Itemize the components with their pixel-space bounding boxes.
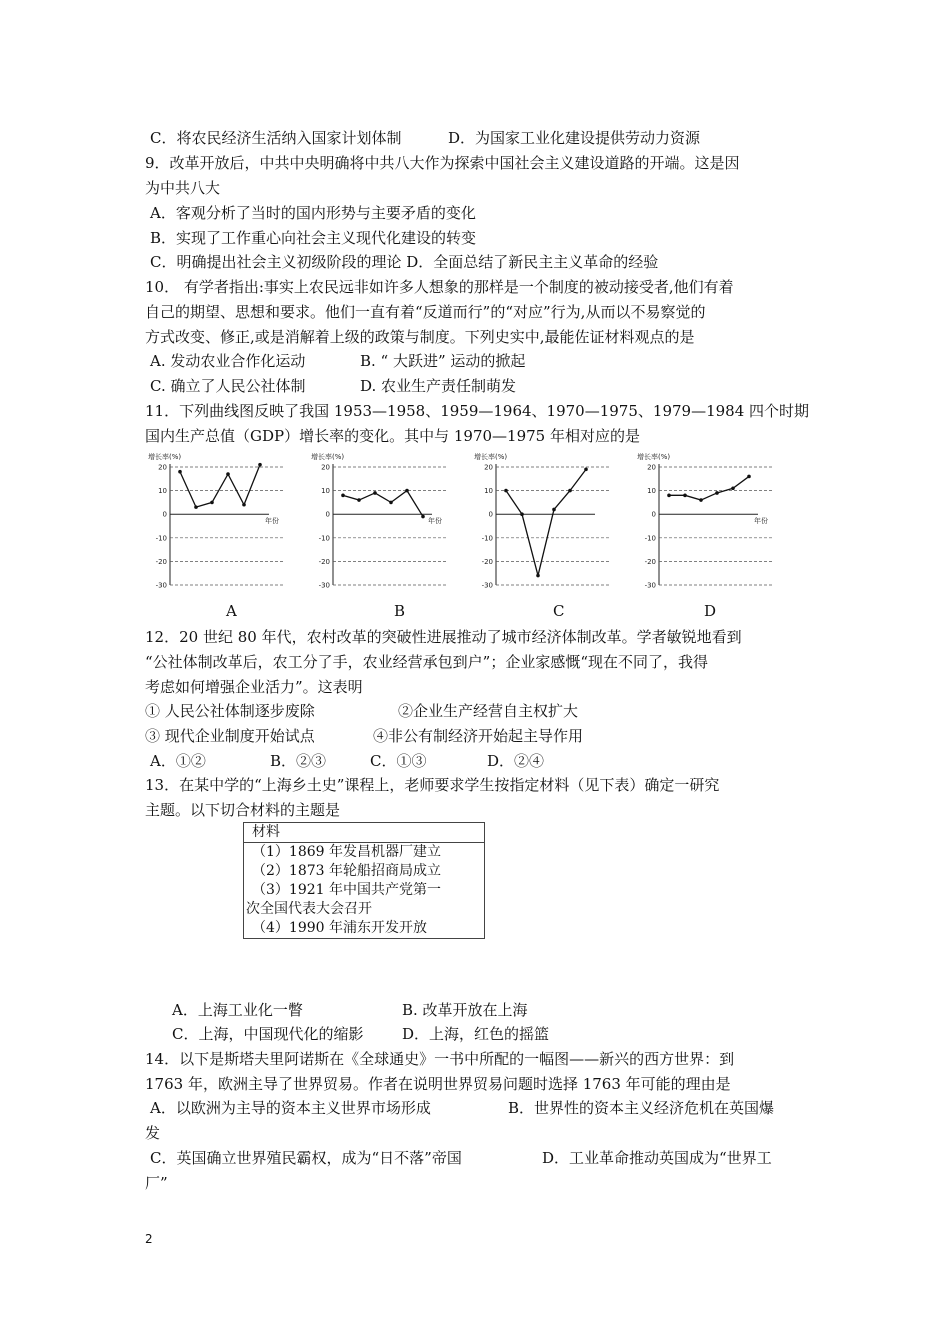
data-point: [421, 515, 425, 519]
y-tick-label: 20: [647, 463, 656, 472]
q14-option-b: B．世界性的资本主义经济危机在英国爆: [508, 1099, 775, 1117]
q10-option-b: B. “ 大跃进” 运动的掀起: [360, 352, 526, 370]
y-tick-label: 20: [158, 463, 167, 472]
x-axis-label: 年份: [428, 517, 442, 526]
y-tick-label: -10: [318, 534, 330, 543]
data-point: [405, 489, 409, 493]
chart-c-svg: [471, 450, 611, 590]
q14-option-b-cont: 发: [145, 1124, 161, 1142]
page-number: 2: [145, 1232, 153, 1246]
y-tick-label: -20: [155, 557, 167, 566]
data-point: [226, 472, 230, 476]
q11-stem-line2: 国内生产总值（GDP）增长率的变化。其中与 1970—1975 年相对应的是: [145, 427, 640, 445]
y-tick-label: -30: [644, 581, 656, 590]
y-tick-label: -20: [644, 557, 656, 566]
materials-row-3a: （3）1921 年中国共产党第一: [252, 882, 441, 898]
data-point: [715, 491, 719, 495]
q10-option-d: D. 农业生产责任制萌发: [360, 377, 517, 395]
data-point: [536, 574, 540, 578]
chart-b-label: B: [394, 602, 406, 620]
q12-item-2: ②企业生产经营自主权扩大: [398, 702, 579, 720]
chart-c-label: C: [553, 602, 565, 620]
q9-option-b: B．实现了工作重心向社会主义现代化建设的转变: [150, 229, 477, 247]
q14-option-c: C．英国确立世界殖民霸权，成为“日不落”帝国: [150, 1149, 462, 1167]
data-point: [699, 498, 703, 502]
chart-a: [145, 450, 285, 590]
q12-option-d: D．②④: [487, 752, 545, 770]
q10-stem-line2: 自己的期望、思想和要求。他们一直有着“反道而行”的“对应”行为,从而以不易察觉的: [145, 303, 706, 321]
chart-a-svg: [145, 450, 285, 590]
q10-stem-line1: 10． 有学者指出:事实上农民远非如许多人想象的那样是一个制度的被动接受者,他们有着: [145, 278, 734, 296]
q10-option-c: C. 确立了人民公社体制: [150, 377, 306, 395]
materials-table-body: [244, 843, 485, 939]
y-tick-label: -20: [481, 557, 493, 566]
series-line: [506, 469, 586, 575]
y-tick-label: 10: [158, 487, 167, 496]
q13-option-a: A．上海工业化一瞥: [172, 1001, 303, 1019]
y-tick-label: -30: [318, 581, 330, 590]
q9-option-a: A．客观分析了当时的国内形势与主要矛盾的变化: [150, 204, 476, 222]
y-tick-label: -10: [155, 534, 167, 543]
chart-b: [308, 450, 448, 590]
y-axis-label: 增长率(%): [474, 453, 508, 461]
materials-row-2: （2）1873 年轮船招商局成立: [252, 863, 441, 879]
y-tick-label: 10: [647, 487, 656, 496]
q13-option-d: D．上海，红色的摇篮: [402, 1025, 550, 1043]
q12-option-c: C．①③: [370, 752, 427, 770]
data-point: [552, 508, 556, 512]
y-tick-label: 0: [651, 510, 656, 519]
x-axis-label: 年份: [754, 517, 768, 526]
q13-stem-line1: 13．在某中学的“上海乡土史”课程上，老师要求学生按指定材料（见下表）确定一研究: [145, 776, 720, 794]
chart-d-label: D: [704, 602, 717, 620]
y-tick-label: -30: [481, 581, 493, 590]
chart-d-svg: [634, 450, 774, 590]
data-point: [568, 489, 572, 493]
q14-option-d: D．工业革命推动英国成为“世界工: [542, 1149, 772, 1167]
q12-stem-line1: 12．20 世纪 80 年代，农村改革的突破性进展推动了城市经济体制改革。学者敏锐地看到: [145, 628, 742, 646]
data-point: [258, 463, 262, 467]
materials-table-header: 材料: [244, 823, 485, 843]
q8-option-d: D．为国家工业化建设提供劳动力资源: [448, 129, 701, 147]
q12-item-3: ③ 现代企业制度开始试点: [145, 727, 315, 745]
y-tick-label: 20: [484, 463, 493, 472]
q13-option-c: C．上海，中国现代化的缩影: [172, 1025, 364, 1043]
data-point: [242, 503, 246, 507]
data-point: [731, 486, 735, 490]
q12-item-1: ① 人民公社体制逐步废除: [145, 702, 315, 720]
q13-stem-line2: 主题。以下切合材料的主题是: [145, 801, 341, 819]
data-point: [683, 494, 687, 498]
data-point: [747, 475, 751, 479]
series-line: [343, 491, 423, 517]
data-point: [357, 498, 361, 502]
q14-stem-line1: 14．以下是斯塔夫里阿诺斯在《全球通史》一书中所配的一幅图——新兴的西方世界：到: [145, 1050, 735, 1068]
data-point: [373, 491, 377, 495]
materials-row-4: （4）1990 年浦东开发开放: [252, 920, 427, 936]
data-point: [584, 468, 588, 472]
q9-stem-line2: 为中共八大: [145, 179, 221, 197]
series-line: [669, 476, 749, 500]
q12-option-a: A．①②: [150, 752, 206, 770]
y-tick-label: -10: [481, 534, 493, 543]
materials-row-3b: 次全国代表大会召开: [246, 901, 372, 917]
q14-option-d-cont: 厂”: [145, 1174, 168, 1192]
q9-option-cd: C．明确提出社会主义初级阶段的理论 D．全面总结了新民主主义革命的经验: [150, 253, 659, 271]
y-axis-label: 增长率(%): [311, 453, 345, 461]
q12-stem-line3: 考虑如何增强企业活力”。这表明: [145, 678, 363, 696]
y-tick-label: 10: [484, 487, 493, 496]
q13-option-b: B. 改革开放在上海: [402, 1001, 528, 1019]
y-axis-label: 增长率(%): [148, 453, 182, 461]
y-tick-label: -30: [155, 581, 167, 590]
q12-item-4: ④非公有制经济开始起主导作用: [373, 727, 584, 745]
y-tick-label: 20: [321, 463, 330, 472]
data-point: [520, 512, 524, 516]
q12-stem-line2: “公社体制改革后，农工分了手，农业经营承包到户”；企业家感慨“现在不同了，我得: [145, 653, 709, 671]
q9-stem-line1: 9．改革开放后，中共中央明确将中共八大作为探索中国社会主义建设道路的开端。这是因: [145, 154, 740, 172]
q8-option-c: C．将农民经济生活纳入国家计划体制: [150, 129, 402, 147]
q10-stem-line3: 方式改变、修正,或是消解着上级的政策与制度。下列史实中,最能佐证材料观点的是: [145, 328, 695, 346]
data-point: [504, 489, 508, 493]
q14-option-a: A．以欧洲为主导的资本主义世界市场形成: [150, 1099, 431, 1117]
y-tick-label: -20: [318, 557, 330, 566]
y-tick-label: -10: [644, 534, 656, 543]
q11-stem-line1: 11．下列曲线图反映了我国 1953—1958、1959—1964、1970—1975、1979—1984 四个时期: [145, 402, 810, 420]
data-point: [210, 501, 214, 505]
chart-c: [471, 450, 611, 590]
chart-a-label: A: [226, 602, 237, 620]
chart-b-svg: [308, 450, 448, 590]
y-tick-label: 0: [162, 510, 167, 519]
y-axis-label: 增长率(%): [637, 453, 671, 461]
q12-option-b: B．②③: [270, 752, 327, 770]
y-tick-label: 10: [321, 487, 330, 496]
y-tick-label: 0: [488, 510, 493, 519]
x-axis-label: 年份: [265, 517, 279, 526]
data-point: [389, 501, 393, 505]
q10-option-a: A. 发动农业合作化运动: [150, 352, 306, 370]
series-line: [180, 465, 260, 507]
data-point: [341, 494, 345, 498]
q14-stem-line2: 1763 年，欧洲主导了世界贸易。作者在说明世界贸易问题时选择 1763 年可能的理由是: [145, 1075, 731, 1093]
data-point: [178, 470, 182, 474]
data-point: [667, 494, 671, 498]
chart-d: [634, 450, 774, 590]
data-point: [194, 505, 198, 509]
y-tick-label: 0: [325, 510, 330, 519]
materials-table: [243, 822, 485, 939]
materials-row-1: （1）1869 年发昌机器厂建立: [252, 844, 441, 860]
